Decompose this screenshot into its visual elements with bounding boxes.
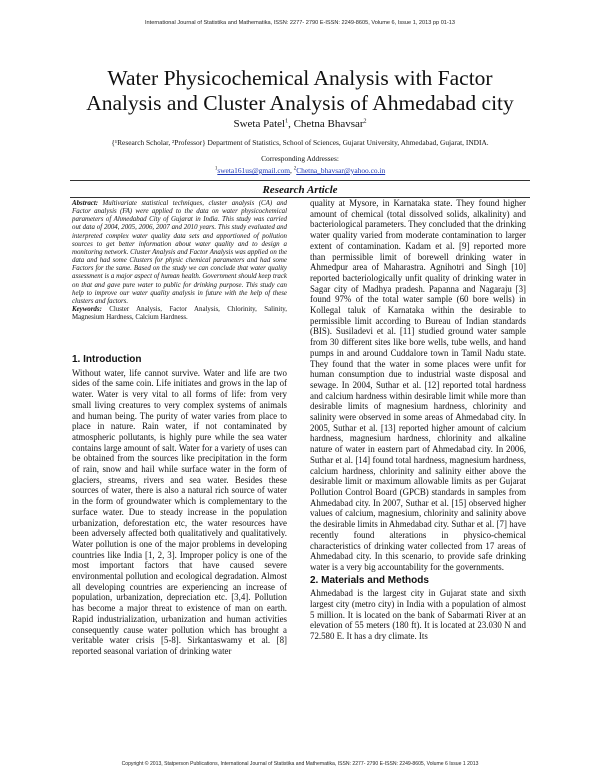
- journal-header: International Journal of Statistika and Mathematika, ISSN: 2277- 2790 E-ISSN: 2249-8605, Volume 6, Issue 1, 2013 pp 01-13: [144, 20, 456, 26]
- abstract-paragraph: [72, 200, 287, 306]
- introduction-continued-text: quality at Mysore, in Karnataka state. They found higher amount of chemical (total dissolved solids, alkalinity) and bacteriological parameters. They concluded that the drinking water quality varied from moderate contamination to larger extent of contamination. Kadam et al. [9] reported more than permissible limit of borewell drinking water in Ahmedpur area of Maharastra. Agnihotri and Singh [10] reported bacteriologically unfit quality of drinking water in Sagar city of Madhya pradesh. Papanna and Nagaraju [3] found 97% of the total water sample (60 bore wells) in Kollegal taluk of Karnataka within the desirable to permissible limit according to Bureau of Indian standards (BIS). Susiladevi et al. [11] studied ground water sample from 30 different sites like bore wells, tube wells, and hand pumps in and around Cuddalore town in Tamil Nadu state. They found that the water in some places were unfit for human consumption due to industrial waste disposal and sewage. In 2004, Suthar et al. [12] reported total hardness and calcium hardness within desirable limit while more than desirable limits of magnesium hardness, chlorinity and salinity were observed in some areas of Ahmedabad city. In 2005, Suthar et al. [13] reported higher amount of calcium hardness, magnesium hardness, chlorinity and alkaline nature of water in eastern part of Ahmedabad city. In 2006, Suthar et al. [14] found total hardness, magnesium hardness, calcium hardness, chlorinity and salinity either above the desirable limit or maximum allowable limits as per Gujarat Pollution Control Board (GPCB) standards in samples from Ahmedabad city. In 2007, Suthar et al. [15] observed higher values of calcium, magnesium, chlorinity and salinity above the desirable limits in Ahmedabad city. Suthar et al. [7] have recently found alterations in physico-chemical characteristics of drinking water collected from 17 areas of Ahmedabad city. In this scenario, to provide safe drinking water is a very big accountability for the governments.: [310, 198, 526, 572]
- email-link-2[interactable]: Chetna_bhavsar@yahoo.co.in: [296, 166, 386, 175]
- abstract-label: Abstract:: [72, 200, 99, 207]
- paper-title: [40, 66, 560, 116]
- title-line-2: Analysis and Cluster Analysis of Ahmedabad city: [86, 91, 514, 115]
- author-1: Sweta Patel: [233, 118, 286, 130]
- keywords-text: Cluster Analysis, Factor Analysis, Chlorinity, Salinity, Magnesium Hardness, Calcium Hardness.: [72, 306, 287, 322]
- rule-top: [70, 180, 530, 181]
- email-addresses: [0, 166, 600, 175]
- article-type: Research Article: [262, 184, 338, 196]
- materials-methods-text: Ahmedabad is the largest city in Gujarat state and sixth largest city (metro city) in India with a population of almost 5 million. It is located on the bank of Sabarmati River at an elevation of 55 meters (180 ft). It is located at 23.030 N and 72.580 E. It has a dry climate. Its: [310, 588, 526, 642]
- author-1-sup: 1: [285, 118, 289, 125]
- keywords-paragraph: [72, 306, 287, 322]
- email-link-1[interactable]: sweta161us@gmail.com: [217, 166, 291, 175]
- author-separator: ,: [288, 118, 294, 130]
- keywords-label: Keywords:: [72, 306, 102, 314]
- corresponding-label: Corresponding Addresses:: [261, 154, 339, 163]
- introduction-text: Without water, life cannot survive. Water and life are two sides of the same coin. Life initiates and grows in the lap of water. Water is very vital to all forms of life: from very small living creatures to very complex systems of animals and human being. The purity of water varies from place to place in nature. Rain water, if not contaminated by atmospheric pollutants, is highly pure while the sea water contains large amount of salt. Water for a variety of uses can be obtained from the sources like precipitation in the form of rain, snow and hail while surface water in the form of glaciers, streams, rivers and sea water. Besides these sources of water, there is also a natural rich source of water in the form of groundwater which is complementary to the surface water. Due to steady increase in the population urbanization, deforestation etc, the water resources have been adversely affected both qualitatively and qualitatively. Water pollution is one of the major problems in developing countries like India [1, 2, 3]. Improper policy is one of the most important factors that have caused severe environmental pollution and ecological degradation. Almost all developing countries are experiencing an increase of population, urbanization, depreciation etc. [3,4]. Pollution has become a major threat to existence of man on earth. Rapid industrialization, urbanization and human activities consequently cause water pollution which has brought a veritable water crisis [5-8]. Sirkantaswamy et al. [8] reported seasonal variation of drinking water: [72, 367, 287, 656]
- affiliation: {¹Research Scholar, ²Professor} Department of Statistics, School of Sciences, Gujarat University, Ahmedabad, Gujarat, INDIA.: [111, 138, 489, 147]
- authors: [0, 118, 600, 130]
- email-2-sup: 2: [293, 166, 297, 172]
- introduction-heading: 1. Introduction: [72, 354, 142, 365]
- email-separator: ,: [290, 166, 294, 175]
- email-1-sup: 1: [214, 166, 218, 172]
- copyright-footer: Copyright © 2013, Statperson Publications, International Journal of Statistika and Mathematika, ISSN: 2277- 2790 E-ISSN: 2249-8605, Volume 6 Issue 1 2013: [121, 761, 479, 767]
- abstract: [72, 200, 287, 322]
- title-line-1: Water Physicochemical Analysis with Factor: [107, 66, 493, 90]
- author-2-sup: 2: [363, 118, 367, 125]
- introduction-section: [72, 355, 287, 657]
- materials-methods-heading: 2. Materials and Methods: [310, 574, 429, 586]
- abstract-text: Multivariate statistical techniques, cluster analysis (CA) and Factor analysis (FA) were applied to the data on water physicochemical parameters of Ahmedabad City of Gujarat in India. This study was carried out data of 2004, 2005, 2006, 2007 and 2010 years. This study evaluated and interpreted complex water quality data sets and apportioned of pollution sources to get better information about water quality and to design a monitoring network. Cluster Analysis and Factor Analysis was applied on the data and had some Clusters for physic chemical parameters and had some Factors for the same. Based on the study we can conclude that water quality assessment is a major aspect of human health. Government should keep track on that and gave pure water to public for drinking purpose. This study can help to improve our water quality analysis in future with the help of these clusters and factors.: [72, 200, 287, 305]
- right-column: [310, 198, 526, 642]
- author-2: Chetna Bhavsar: [293, 118, 364, 130]
